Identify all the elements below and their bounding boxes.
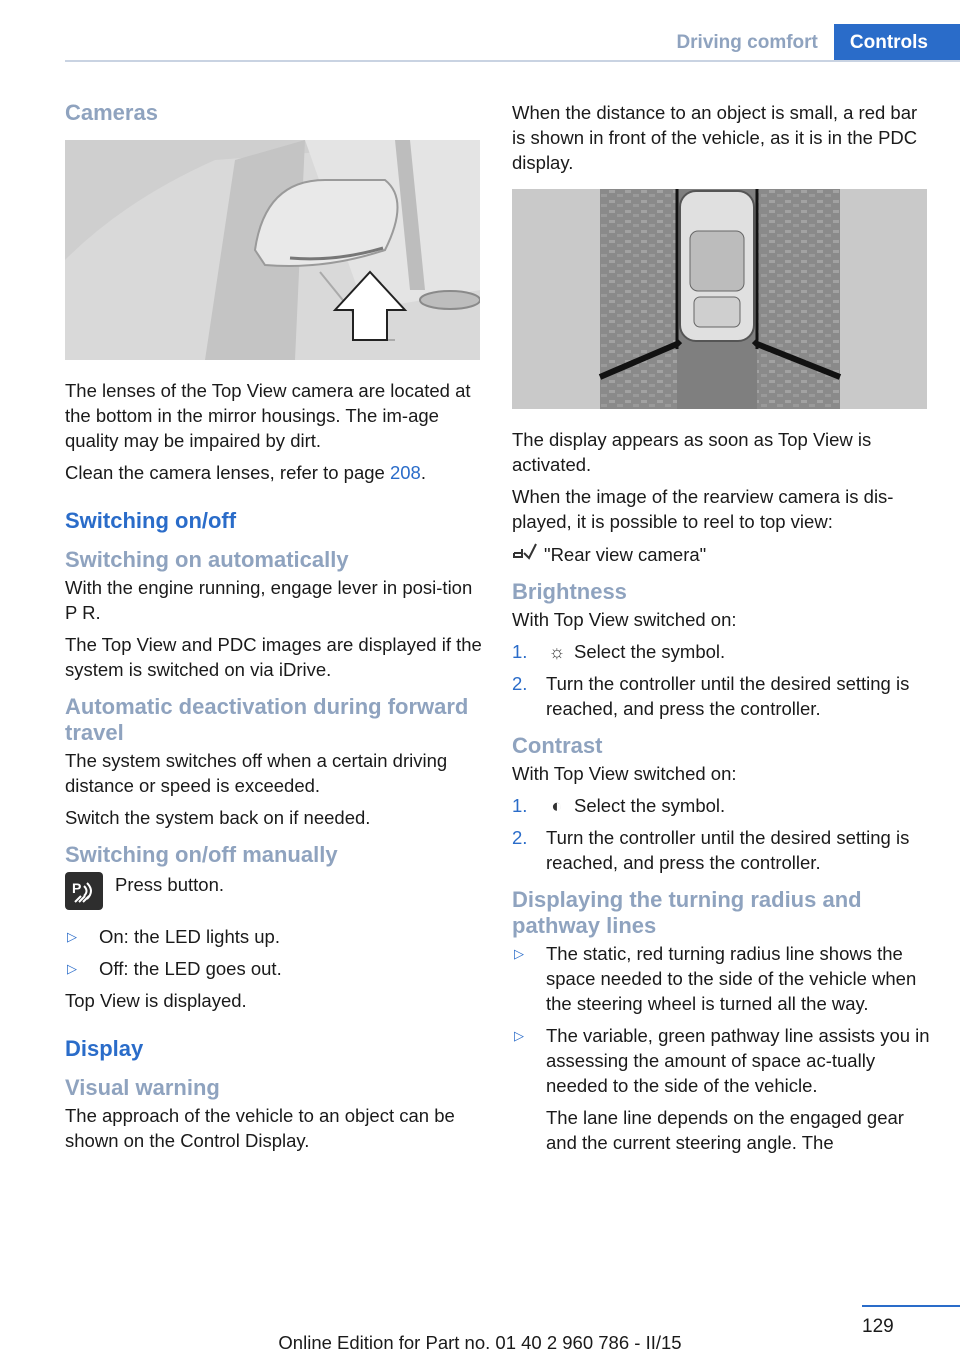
- lane-line-paragraph: The lane line depends on the engaged gear and the current steering angle. The: [546, 1107, 904, 1153]
- brightness-heading: Brightness: [512, 579, 627, 604]
- manual-bullet-list: [65, 924, 483, 981]
- bullet-icon: ▷: [514, 946, 524, 961]
- bullet-icon: ▷: [67, 961, 77, 976]
- list-item: [512, 671, 930, 721]
- right-column: [512, 100, 930, 1162]
- bullet-icon: ▷: [514, 1028, 524, 1043]
- cameras-p2-text: Clean the camera lenses, refer to page: [65, 462, 390, 483]
- step-number: 2.: [512, 673, 528, 694]
- page-number: 129: [862, 1316, 894, 1337]
- manual-heading: Switching on/off manually: [65, 842, 338, 867]
- header-section: Driving comfort: [676, 32, 818, 53]
- display-appears-paragraph: The display appears as soon as Top View is activated.: [512, 429, 872, 475]
- left-column: [65, 100, 483, 1160]
- display-heading: Display: [65, 1036, 144, 1061]
- list-item-text: Off: the LED goes out.: [99, 958, 282, 979]
- auto-paragraph-2: The Top View and PDC images are displayed if the system is switched on via iDrive.: [65, 634, 482, 680]
- manual-after-text: Top View is displayed.: [65, 990, 247, 1011]
- contrast-intro: With Top View switched on:: [512, 763, 737, 784]
- brightness-intro: With Top View switched on:: [512, 609, 737, 630]
- edition-footer: Online Edition for Part no. 01 40 2 960 786 - II/15: [278, 1332, 682, 1353]
- turning-radius-bullets: [512, 941, 930, 1098]
- switching-heading: Switching on/off: [65, 508, 237, 533]
- cameras-heading: Cameras: [65, 100, 158, 125]
- list-item-text: On: the LED lights up.: [99, 926, 280, 947]
- page-208-link[interactable]: 208: [389, 462, 421, 483]
- list-item: [512, 793, 930, 818]
- step-number: 1.: [512, 795, 528, 816]
- list-item: [512, 941, 930, 1016]
- step-text: Select the symbol.: [574, 795, 726, 816]
- manual-button-text: Press button.: [115, 874, 225, 895]
- turning-radius-heading: Displaying the turning radius and pathway lines: [512, 887, 862, 938]
- contrast-icon: ◐: [551, 795, 563, 816]
- step-text: Turn the controller until the desired setting is reached, and press the controller.: [546, 827, 910, 873]
- list-item: [512, 639, 930, 664]
- deactivation-heading: Automatic deactivation during forward travel: [65, 694, 469, 745]
- camera-icon: [512, 541, 544, 567]
- red-bar-paragraph: When the distance to an object is small, a red bar is shown in front of the vehicle, as it is in the PDC display.: [512, 102, 918, 173]
- rear-camera-row: [512, 541, 930, 567]
- header-chapter: Controls: [834, 24, 960, 62]
- list-item-text: The static, red turning radius line shows the space needed to the side of the vehicle when the steering wheel is turned all the way.: [546, 943, 917, 1014]
- brightness-steps: [512, 639, 930, 721]
- step-text: Turn the controller until the desired setting is reached, and press the controller.: [546, 673, 910, 719]
- auto-on-heading: Switching on automatically: [65, 547, 349, 572]
- step-number: 2.: [512, 827, 528, 848]
- cameras-paragraph-2: [65, 460, 483, 485]
- list-item: [65, 924, 483, 949]
- visual-warning-paragraph: The approach of the vehicle to an object can be shown on the Control Display.: [65, 1105, 455, 1151]
- top-view-display-illustration: [512, 189, 927, 409]
- list-item-text: The variable, green pathway line assists you in assessing the amount of space ac‐tually needed to the side of the vehicle.: [546, 1025, 930, 1096]
- visual-warning-heading: Visual warning: [65, 1075, 220, 1100]
- deactivation-paragraph-2: Switch the system back on if needed.: [65, 807, 371, 828]
- rear-camera-label: "Rear view camera": [544, 543, 707, 565]
- cameras-paragraph-1: The lenses of the Top View camera are located at the bottom in the mirror housings. The im‐age quality may be impaired by dirt.: [65, 380, 471, 451]
- contrast-steps: [512, 793, 930, 875]
- cameras-p2-end: .: [420, 462, 426, 483]
- list-item: [65, 956, 483, 981]
- pdc-button-icon: [65, 872, 103, 910]
- rearview-paragraph: When the image of the rearview camera is dis‐played, it is possible to reel to top view:: [512, 486, 894, 532]
- step-number: 1.: [512, 641, 528, 662]
- step-text: Select the symbol.: [574, 641, 726, 662]
- list-item: [512, 1023, 930, 1098]
- header-rule: [65, 60, 960, 62]
- list-item: [512, 825, 930, 875]
- footer-rule: [862, 1305, 960, 1307]
- svg-text:P: P: [72, 880, 82, 896]
- contrast-heading: Contrast: [512, 733, 603, 758]
- manual-button-row: [65, 872, 483, 910]
- brightness-icon: ☼: [548, 641, 566, 662]
- page-header: [660, 24, 960, 62]
- auto-paragraph-1: With the engine running, engage lever in posi‐tion P R.: [65, 577, 473, 623]
- deactivation-paragraph-1: The system switches off when a certain driving distance or speed is exceeded.: [65, 750, 448, 796]
- mirror-camera-illustration: [65, 140, 480, 360]
- bullet-icon: ▷: [67, 929, 77, 944]
